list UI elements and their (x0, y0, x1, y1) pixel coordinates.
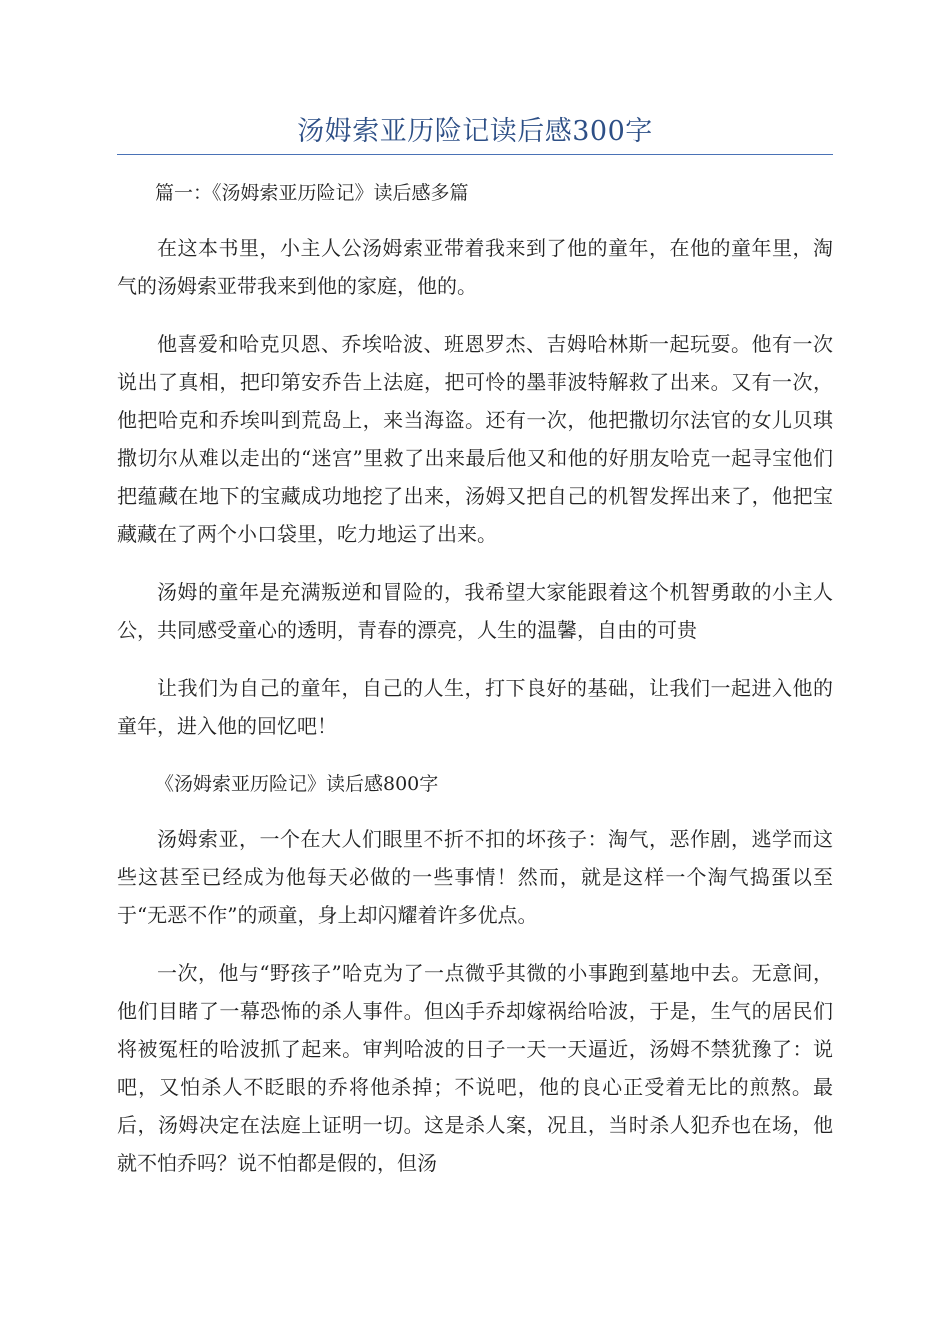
paragraph: 汤姆索亚，一个在大人们眼里不折不扣的坏孩子：淘气，恶作剧，逃学而这些这甚至已经成为他每天必做的一些事情！然而，就是这样一个淘气捣蛋以至于“无恶不作”的顽童，身上却闪耀着许多优点。 (117, 827, 833, 927)
paragraph: 在这本书里，小主人公汤姆索亚带着我来到了他的童年，在他的童年里，淘气的汤姆索亚带我来到他的家庭，他的。 (117, 236, 833, 298)
document-body (117, 174, 833, 1182)
section-heading: 篇一：《汤姆索亚历险记》读后感多篇 (155, 182, 469, 204)
title-underline (117, 154, 833, 155)
paragraph: 一次，他与“野孩子”哈克为了一点微乎其微的小事跑到墓地中去。无意间，他们目睹了一幕恐怖的杀人事件。但凶手乔却嫁祸给哈波，于是，生气的居民们将被冤枉的哈波抓了起来。审判哈波的日子一天一天逼近，汤姆不禁犹豫了：说吧，又怕杀人不眨眼的乔将他杀掉；不说吧，他的良心正受着无比的煎熬。最后，汤姆决定在法庭上证明一切。这是杀人案，况且，当时杀人犯乔也在场，他就不怕乔吗？说不怕都是假的，但汤 (117, 961, 833, 1175)
paragraph: 汤姆的童年是充满叛逆和冒险的，我希望大家能跟着这个机智勇敢的小主人公，共同感受童心的透明，青春的漂亮，人生的温馨，自由的可贵 (117, 580, 833, 642)
paragraph: 让我们为自己的童年，自己的人生，打下良好的基础，让我们一起进入他的童年，进入他的回忆吧！ (117, 676, 833, 738)
section-heading: 《汤姆索亚历险记》读后感800字 (155, 773, 439, 795)
document-title: 汤姆索亚历险记读后感300字 (297, 116, 653, 147)
paragraph: 他喜爱和哈克贝恩、乔埃哈波、班恩罗杰、吉姆哈林斯一起玩耍。他有一次说出了真相，把印第安乔告上法庭，把可怜的墨菲波特解救了出来。又有一次，他把哈克和乔埃叫到荒岛上，来当海盗。还有一次，他把撒切尔法官的女儿贝琪撒切尔从难以走出的“迷宫”里救了出来最后他又和他的好朋友哈克一起寻宝他们把蕴藏在地下的宝藏成功地挖了出来，汤姆又把自己的机智发挥出来了，他把宝藏藏在了两个小口袋里，吃力地运了出来。 (117, 332, 833, 546)
